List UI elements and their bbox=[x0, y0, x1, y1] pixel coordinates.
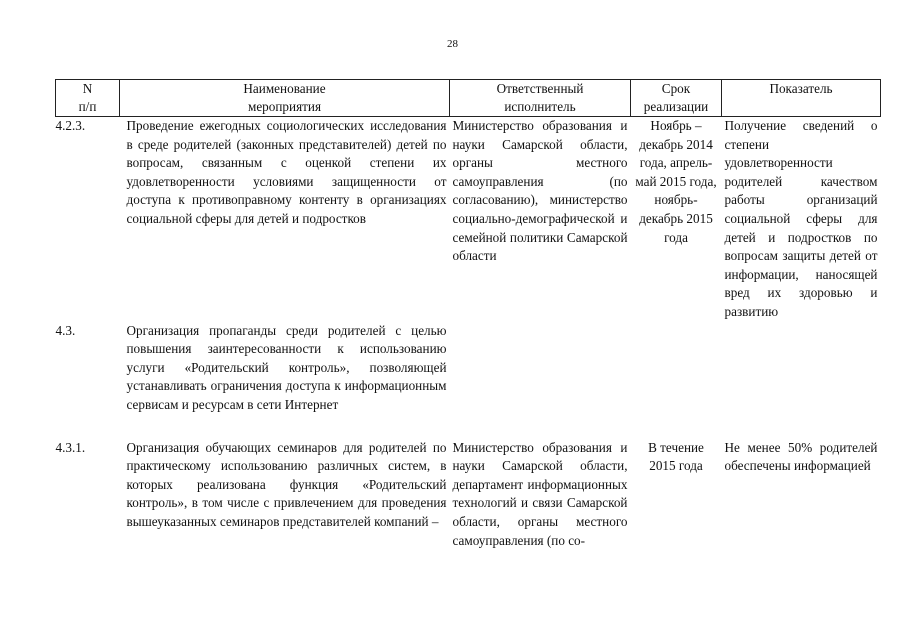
row-number: 4.2.3. bbox=[55, 118, 86, 133]
row-indicator: Не менее 50% родителей обеспечены информацией bbox=[724, 439, 878, 474]
table-header bbox=[56, 80, 881, 117]
header-name-line2: мероприятия bbox=[247, 99, 322, 114]
table-row bbox=[56, 439, 881, 569]
row-name: Организация обучающих семинаров для родителей по практическому использованию различных систем, в которых реализована функция «Родительский контроль», в том числе с привлечением для проведения вышеуказанных семинаров представителей компаний – bbox=[126, 439, 447, 529]
measures-table bbox=[55, 79, 881, 569]
row-executor: Министерство образования и науки Самарской области, департамент информационных технологий и связи Самарской области, органы местного самоуправления (по со- bbox=[452, 439, 628, 548]
table-row bbox=[56, 322, 881, 439]
row-number: 4.3.1. bbox=[55, 439, 86, 455]
header-num-line1: N bbox=[82, 81, 93, 96]
header-indicator: Показатель bbox=[722, 80, 881, 117]
header-term bbox=[631, 80, 722, 117]
header-executor bbox=[450, 80, 631, 117]
row-indicator: Получение сведений о степени удовлетворенности родителей качеством работы организаций социальной сферы для детей и подростков по вопросам защиты детей от информации, наносящей вред их здоровью и развитию bbox=[724, 118, 878, 319]
row-name: Организация пропаганды среди родителей с целью повышения заинтересованности к использованию услуги «Родительский контроль», позволяющей устанавливать ограничения доступа к информационным сервисам и ресурсам в сети Интернет bbox=[126, 322, 447, 412]
header-name bbox=[120, 80, 450, 117]
row-term: В течение 2015 года bbox=[648, 439, 704, 474]
row-indicator bbox=[722, 322, 881, 439]
table-row bbox=[56, 117, 881, 322]
measures-table-container bbox=[55, 79, 880, 569]
row-name: Проведение ежегодных социологических исследования в среде родителей (законных представителей) детей по вопросам, связанным с оценкой степени их удовлетворенности условиями защищенности от доступа к противоправному контенту в организациях социальной сферы для детей и подростков bbox=[126, 118, 447, 226]
row-executor bbox=[450, 322, 631, 439]
header-name-line1: Наименование bbox=[243, 81, 326, 96]
header-num-line2: п/п bbox=[78, 99, 97, 114]
header-term-line2: реализации bbox=[643, 99, 709, 114]
header-term-line1: Срок bbox=[661, 81, 691, 96]
header-num bbox=[56, 80, 120, 117]
header-executor-line2: исполнитель bbox=[504, 99, 576, 114]
header-row bbox=[56, 80, 881, 117]
row-number: 4.3. bbox=[55, 322, 76, 338]
row-term: Ноябрь – декабрь 2014 года, апрель-май 2015 года, ноябрь-декабрь 2015 года bbox=[635, 118, 717, 245]
table-body bbox=[56, 117, 881, 569]
page-number: 28 bbox=[447, 38, 458, 50]
header-executor-line1: Ответственный bbox=[496, 81, 584, 96]
row-term bbox=[631, 322, 722, 439]
row-executor: Министерство образования и науки Самарской области, органы местного самоуправления (по согласованию), министерство социально-демографической и семейной политики Самарской области bbox=[452, 118, 628, 264]
